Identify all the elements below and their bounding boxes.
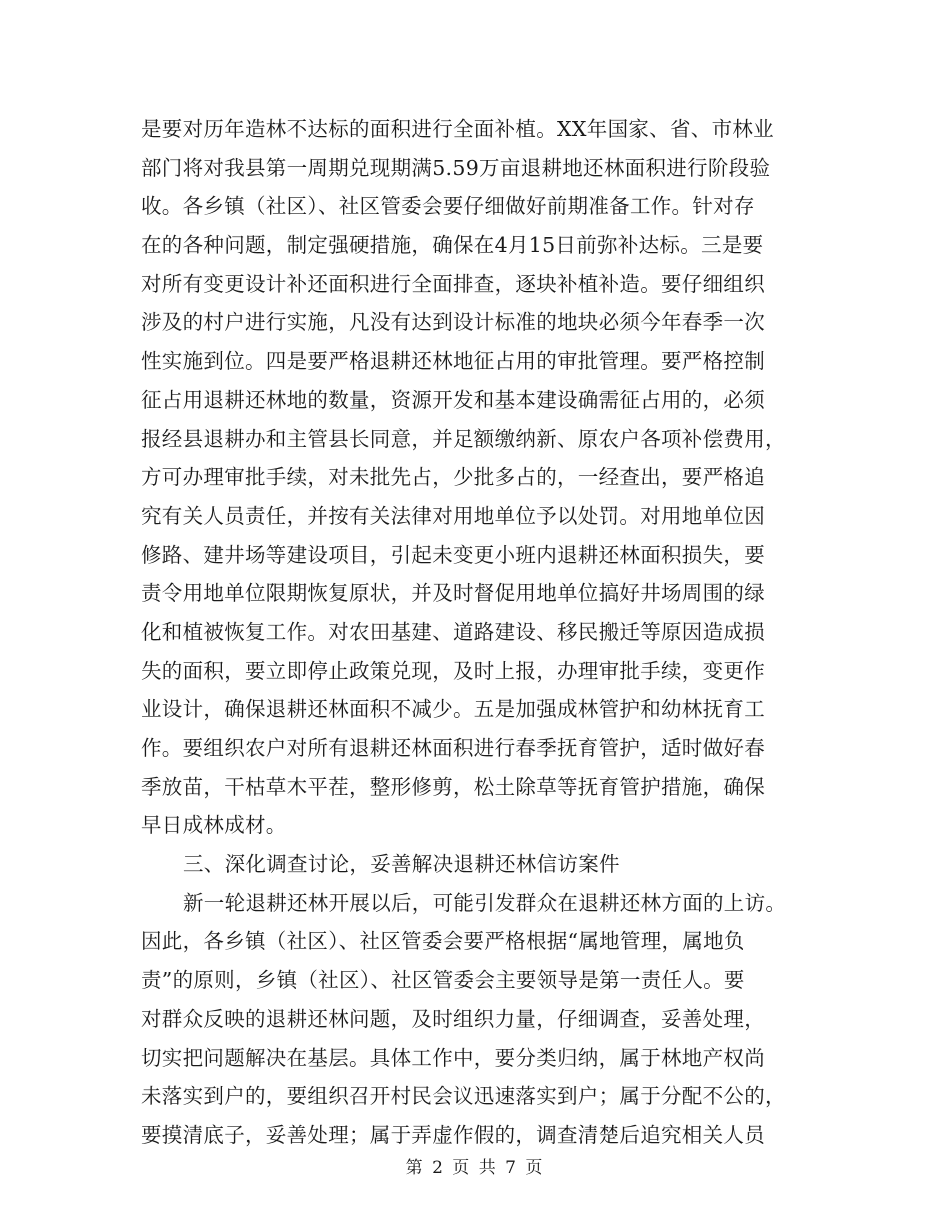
text-line: 作。要组织农户对所有退耕还林面积进行春季抚育管护，适时做好春 (141, 736, 765, 760)
text-line: 报经县退耕办和主管县长同意，并足额缴纳新、原农户各项补偿费用， (141, 426, 786, 451)
text-line: 部门将对我县第一周期兑现期满5.59万亩退耕地还林面积进行阶段验 (141, 155, 771, 180)
document-body (141, 110, 813, 1155)
text-line: 究有关人员责任，并按有关法律对用地单位予以处罚。对用地单位因 (141, 503, 765, 528)
text-line: 是要对历年造林不达标的面积进行全面补植。XX年国家、省、市林业 (141, 117, 774, 141)
text-line: 早日成林成材。 (141, 813, 287, 838)
section-heading: 三、深化调查讨论，妥善解决退耕还林信访案件 (183, 852, 620, 877)
text-line: 对所有变更设计补还面积进行全面排查，逐块补植补造。要仔细组织 (141, 271, 765, 296)
text-line: 未落实到户的，要组织召开村民会议迅速落实到户；属于分配不公的， (141, 1084, 786, 1109)
text-line: 征占用退耕还林地的数量，资源开发和基本建设确需征占用的，必须 (141, 387, 765, 412)
text-line: 涉及的村户进行实施，凡没有达到设计标准的地块必须今年春季一次 (141, 310, 765, 335)
text-line: 因此，各乡镇（社区）、社区管委会要严格根据“属地管理，属地负 (141, 929, 745, 954)
text-line: 要摸清底子，妥善处理；属于弄虚作假的，调查清楚后追究相关人员 (141, 1122, 765, 1147)
text-line: 业设计，确保退耕还林面积不减少。五是加强成林管护和幼林抚育工 (141, 697, 765, 722)
text-line: 方可办理审批手续，对未批先占，少批多占的，一经查出，要严格追 (141, 465, 765, 490)
text-line: 在的各种问题，制定强硬措施，确保在4月15日前弥补达标。三是要 (141, 233, 764, 258)
text-line: 性实施到位。四是要严格退耕还林地征占用的审批管理。要严格控制 (141, 349, 765, 374)
text-line: 失的面积，要立即停止政策兑现，及时上报，办理审批手续，变更作 (141, 658, 765, 683)
text-line: 责”的原则，乡镇（社区）、社区管委会主要领导是第一责任人。要 (141, 968, 745, 993)
text-line: 切实把问题解决在基层。具体工作中，要分类归纳，属于林地产权尚 (141, 1045, 765, 1070)
text-line: 收。各乡镇（社区）、社区管委会要仔细做好前期准备工作。针对存 (141, 194, 755, 219)
text-line: 责令用地单位限期恢复原状，并及时督促用地单位搞好井场周围的绿 (141, 581, 765, 606)
text-line: 化和植被恢复工作。对农田基建、道路建设、移民搬迁等原因造成损 (141, 619, 765, 644)
text-line: 季放苗，干枯草木平茬，整形修剪，松土除草等抚育管护措施，确保 (141, 774, 765, 799)
page-number-footer: 第 2 页 共 7 页 (405, 1158, 545, 1178)
text-line: 新一轮退耕还林开展以后，可能引发群众在退耕还林方面的上访。 (183, 890, 787, 915)
text-line: 对群众反映的退耕还林问题，及时组织力量，仔细调查，妥善处理， (141, 1006, 765, 1031)
text-line: 修路、建井场等建设项目，引起未变更小班内退耕还林面积损失，要 (141, 542, 765, 567)
